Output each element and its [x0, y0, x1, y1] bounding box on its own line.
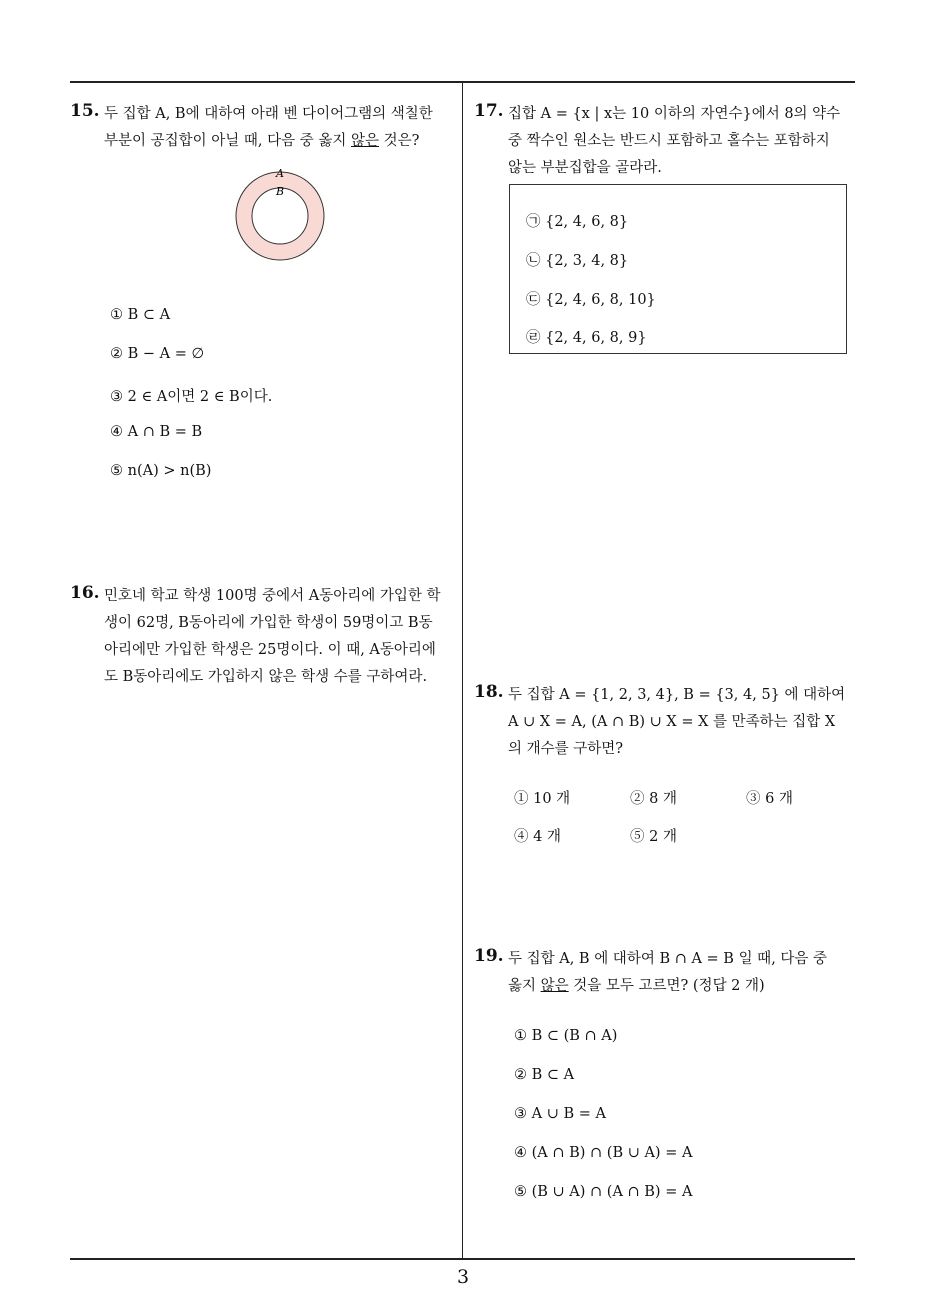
problem-line: 생이 62명, B동아리에 가입한 학생이 59명이고 B동	[104, 615, 433, 631]
option-4[interactable]: ④ 4 개	[514, 829, 561, 845]
option-3[interactable]: ③ A ∪ B = A	[514, 1106, 606, 1122]
problem-text	[508, 946, 864, 1000]
venn-diagram	[230, 168, 330, 268]
problem-number: 17.	[474, 101, 504, 121]
option-3[interactable]: ③ 2 ∈ A이면 2 ∈ B이다.	[110, 389, 273, 405]
option-4[interactable]: ④ A ∩ B = B	[110, 424, 203, 440]
bottom-rule	[70, 1258, 855, 1260]
choice-box	[509, 184, 847, 354]
problem-line: 민호네 학교 학생 100명 중에서 A동아리에 가입한 학	[104, 588, 441, 604]
underlined-word: 않은	[540, 978, 569, 994]
choice-d[interactable]: ㉣ {2, 4, 6, 8, 9}	[526, 330, 647, 346]
problem-line: 의 개수를 구하면?	[508, 741, 624, 757]
set-b-label: B	[276, 185, 285, 198]
option-2[interactable]: ② B − A = ∅	[110, 346, 205, 362]
problem-line: 두 집합 A = {1, 2, 3, 4}, B = {3, 4, 5} 에 대하여	[508, 687, 846, 703]
problem-text	[508, 101, 864, 182]
problem-line: 부분이 공집합이 아닐 때, 다음 중 옳지 않은 것은?	[104, 133, 420, 149]
problem-line: 도 B동아리에도 가입하지 않은 학생 수를 구하여라.	[104, 669, 428, 685]
problem-number: 15.	[70, 101, 100, 121]
problem-17	[474, 101, 864, 182]
problem-line: 않는 부분집합을 골라라.	[508, 160, 662, 176]
problem-number: 18.	[474, 682, 504, 702]
set-a-label: A	[276, 168, 284, 180]
problem-text	[508, 682, 864, 763]
problem-18	[474, 682, 864, 763]
underlined-word: 않은	[350, 133, 379, 149]
problem-number: 16.	[70, 583, 100, 603]
choice-c[interactable]: ㉢ {2, 4, 6, 8, 10}	[526, 292, 656, 308]
problem-text	[104, 101, 460, 155]
choice-b[interactable]: ㉡ {2, 3, 4, 8}	[526, 253, 629, 269]
option-3[interactable]: ③ 6 개	[746, 791, 793, 807]
problem-line: 두 집합 A, B 에 대하여 B ∩ A = B 일 때, 다음 중	[508, 951, 828, 967]
problem-line: 두 집합 A, B에 대하여 아래 벤 다이어그램의 색칠한	[104, 106, 433, 122]
option-4[interactable]: ④ (A ∩ B) ∩ (B ∪ A) = A	[514, 1145, 693, 1161]
problem-line: A ∪ X = A, (A ∩ B) ∪ X = X 를 만족하는 집합 X	[508, 714, 836, 730]
problem-line: 집합 A = {x | x는 10 이하의 자연수}에서 8의 약수	[508, 106, 841, 122]
problem-number: 19.	[474, 946, 504, 966]
problem-16	[70, 583, 460, 691]
option-5[interactable]: ⑤ 2 개	[630, 829, 677, 845]
option-1[interactable]: ① B ⊂ A	[110, 307, 171, 323]
column-divider	[462, 82, 463, 1259]
problem-19	[474, 946, 864, 1000]
page-number: 3	[456, 1266, 470, 1288]
choice-a[interactable]: ㉠ {2, 4, 6, 8}	[526, 214, 629, 230]
problem-line: 중 짝수인 원소는 반드시 포함하고 홀수는 포함하지	[508, 133, 830, 149]
option-5[interactable]: ⑤ n(A) > n(B)	[110, 463, 212, 479]
option-5[interactable]: ⑤ (B ∪ A) ∩ (A ∩ B) = A	[514, 1184, 693, 1200]
problem-line: 옳지 않은 것을 모두 고르면? (정답 2 개)	[508, 978, 765, 994]
option-2[interactable]: ② B ⊂ A	[514, 1067, 575, 1083]
problem-line: 아리에만 가입한 학생은 25명이다. 이 때, A동아리에	[104, 642, 436, 658]
option-1[interactable]: ① 10 개	[514, 791, 571, 807]
option-2[interactable]: ② 8 개	[630, 791, 677, 807]
problem-15	[70, 101, 460, 155]
option-1[interactable]: ① B ⊂ (B ∩ A)	[514, 1028, 618, 1044]
problem-text	[104, 583, 460, 691]
